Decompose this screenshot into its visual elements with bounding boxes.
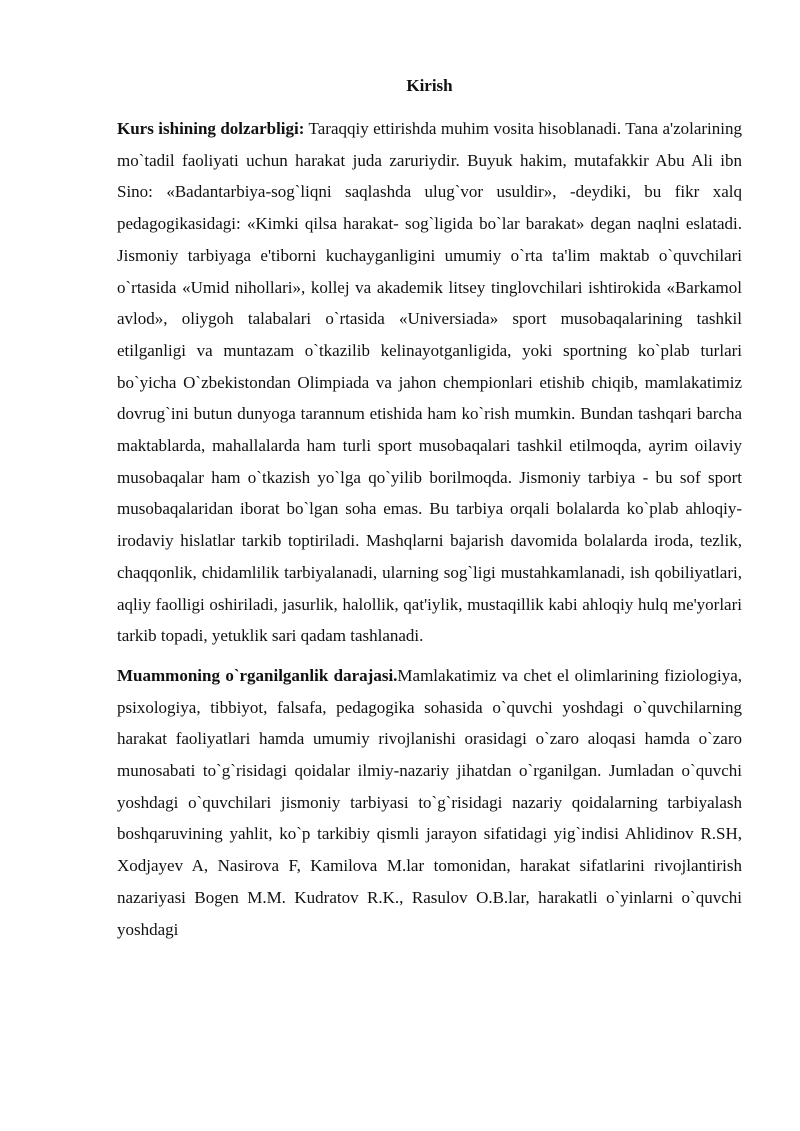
paragraph-text: Taraqqiy ettirishda muhim vosita hisoblanadi. Tana a'zolarining mo`tadil faoliyati uchun harakat juda zaruriydir. Buyuk hakim, mutafakkir Abu Ali ibn Sino: «Badantarbiya-sog`liqni saqlashda ulug`vor usuldir», -deydiki, bu fikr xalq pedagogikasidagi: «Kimki qilsa harakat- sog`ligida bo`lar barakat» degan naqlni eslatadi. Jismoniy tarbiyaga e'tiborni kuchayganligini umumiy o`rta ta'lim maktab o`quvchilari o`rtasida «Umid nihollari», kollej va akademik litsey tinglovchilari ishtirokida «Barkamol avlod», oliygoh talabalari o`rtasida «Universiada» sport musobaqalarining tashkil etilganligi va muntazam o`tkazilib kelinayotganligida, yoki sportning ko`plab turlari bo`yicha O`zbekistondan Olimpiada va jahon chempionlari etishib chiqib, mamlakatimiz dovrug`ini butun dunyoga tarannum etishida ham ko`rish mumkin. Bundan tashqari barcha maktablarda, mahallalarda ham turli sport musobaqalari tashkil etilmoqda, ayrim oilaviy musobaqalar ham o`tkazish yo`lga qo`yilib borilmoqda. Jismoniy tarbiya - bu sof sport musobaqalaridan iborat bo`lgan soha emas. Bu tarbiya orqali bolalarda ko`plab ahloqiy-irodaviy hislatlar tarkib toptiriladi. Mashqlarni bajarish davomida bolalarda iroda, tezlik, chaqqonlik, chidamlilik tarbiyalanadi, ularning sog`ligi mustahkamlanadi, ish qobiliyatlari, aqliy faolligi oshiriladi, jasurlik, halollik, qat'iylik, mustaqillik kabi ahloqiy hulq me'yorlari tarkib topadi, yetuklik sari qadam tashlanadi. — [117, 119, 742, 646]
paragraph-relevance — [117, 113, 742, 652]
document-title: Kirish — [406, 76, 453, 95]
document-page — [117, 72, 742, 953]
paragraph-research-level — [117, 660, 742, 945]
paragraph-lead: Muammoning o`rganilganlik darajasi. — [117, 665, 398, 685]
paragraph-text: Mamlakatimiz va chet el olimlarining fiziologiya, psixologiya, tibbiyot, falsafa, pedagogika sohasida o`quvchi yoshdagi o`quvchilarning harakat faoliyatlari hamda umumiy rivojlanishi orasidagi o`zaro aloqasi hamda o`zaro munosabati to`g`risidagi qoidalar ilmiy-nazariy jihatdan o`rganilgan. Jumladan o`quvchi yoshdagi o`quvchilari jismoniy tarbiyasi to`g`risidagi nazariy qoidalarning tarbiyalash boshqaruvining yahlit, ko`p tarkibiy qismli jarayon sifatidagi yig`indisi Ahlidinov R.SH, Xodjayev A, Nasirova F, Kamilova M.lar tomonidan, harakat sifatlarini rivojlantirish nazariyasi Bogen M.M. Kudratov R.K., Rasulov O.B.lar, harakatli o`yinlarni o`quvchi yoshdagi — [117, 665, 742, 939]
paragraph-lead: Kurs ishining dolzarbligi: — [117, 119, 305, 138]
